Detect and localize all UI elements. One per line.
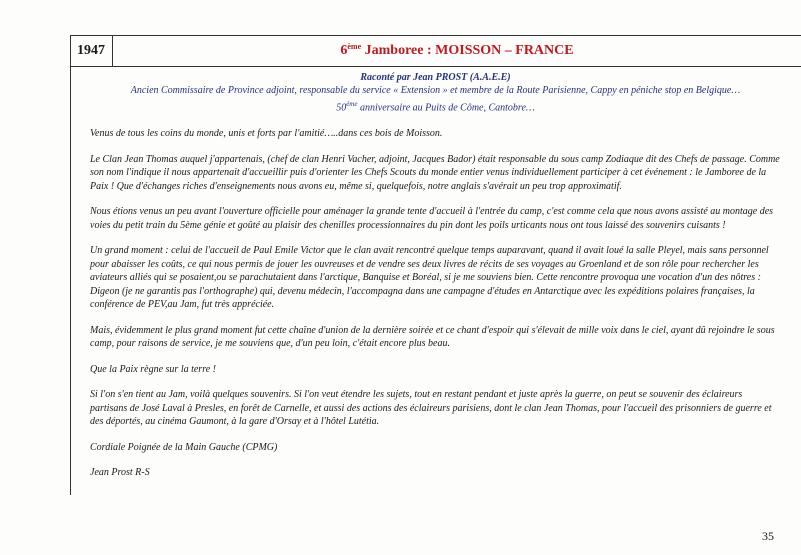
- paragraph-1: Venus de tous les coins du monde, unis et forts par l'amitié…..dans ces bois de Moisson.: [90, 128, 443, 139]
- signature-name: Jean Prost R-S: [90, 467, 150, 478]
- author-line: Raconté par Jean PROST (A.A.E.E): [360, 72, 511, 83]
- paragraph-7: Si l'on s'en tient au Jam, voilà quelques souvenirs. Si l'on veut étendre les sujets, tout en restant pendant et juste après la guerre, on peut se souvenir des éclaireurs partisans de José Laval à Presles, en forêt de Carnelle, et aussi des actions des éclaireurs parisiens, dont le clan Jean Thomas, pour l'accueil des prisonniers de guerre et des déportés, au cinéma Gaumont, à la gare d'Orsay et à l'hôtel Lutétia.: [90, 389, 772, 427]
- paragraph-6: Que la Paix règne sur la terre !: [90, 363, 216, 375]
- page-number: 35: [762, 529, 774, 543]
- title-text: Jamboree : MOISSON – FRANCE: [361, 43, 574, 58]
- signature-greeting: Cordiale Poignée de la Main Gauche (CPMG): [90, 441, 278, 453]
- page-header: [70, 35, 801, 67]
- anniversary-num: 50: [336, 102, 347, 114]
- paragraph-5: Mais, évidemment le plus grand moment fut cette chaîne d'union de la dernière soirée et ce chant d'espoir qui s'élevait de mille voix dans le ciel, ayant dû rejoindre le sous camp, pour raisons de service, je me souviens que, d'un peu loin, c'était encore plus beau.: [90, 324, 775, 349]
- anniversary-text: anniversaire au Puits de Côme, Cantobre…: [357, 102, 535, 114]
- author-role: Ancien Commissaire de Province adjoint, responsable du service « Extension » et membre de la Route Parisienne, Cappy en péniche stop en Belgique…: [130, 85, 741, 96]
- year-label: 1947: [70, 36, 113, 66]
- title-ordinal-sup: ème: [347, 42, 362, 51]
- article-body: [90, 127, 780, 492]
- paragraph-2: Le Clan Jean Thomas auquel j'appartenais, (chef de clan Henri Vacher, adjoint, Jacques Bador) était responsable du sous camp Zodiaque dit des Chefs de passage. Comme son nom l'indique il nous appartenait d'accueillir puis d'orienter les Chefs Scouts du monde entier venus individuellement participer à cet événement : le Jamboree de la Paix ! Que d'échanges riches d'enseignements nous avons eu, même si, quelquefois, notre anglais s'avérait un peu trop approximatif.: [90, 153, 780, 192]
- paragraph-3: Nous étions venus un peu avant l'ouverture officielle pour aménager la grande tente d'accueil à l'entrée du camp, c'est comme cela que nous avons assisté au montage des voies du petit train du 5ème génie et goûté au plaisir des chenilles processionnaires du pin dont les poils urticants nous ont tous laissé des souvenirs cuisants !: [90, 206, 774, 231]
- anniversary-sup: ème: [346, 100, 358, 108]
- anniversary-line: [70, 98, 801, 114]
- page-title: [113, 36, 801, 66]
- title-ordinal: 6: [340, 43, 348, 58]
- paragraph-4: Un grand moment : celui de l'accueil de Paul Emile Victor que le clan avait rencontré quelque temps auparavant, quand il avait loué la salle Pleyel, mais sans personnel pour abaisser les coûts, ce qui nous permis de jouer les ouvreuses et de vendre ses deux livres de récits de ses voyages au Groenland et de son rôle pour rechercher les aviateurs alliés qui se posaient,ou se parachutaient dans l'arctique, Banquise et Boréal, si je me souviens bien. Cette rencontre provoqua une vocation d'un des nôtres : Digeon (je ne garantis pas l'orthographe) qui, devenu médecin, l'accompagna dans une campagne d'études en Antarctique avec les expéditions polaires françaises, la conférence de PEV,au Jam, fut très appréciée.: [90, 245, 769, 310]
